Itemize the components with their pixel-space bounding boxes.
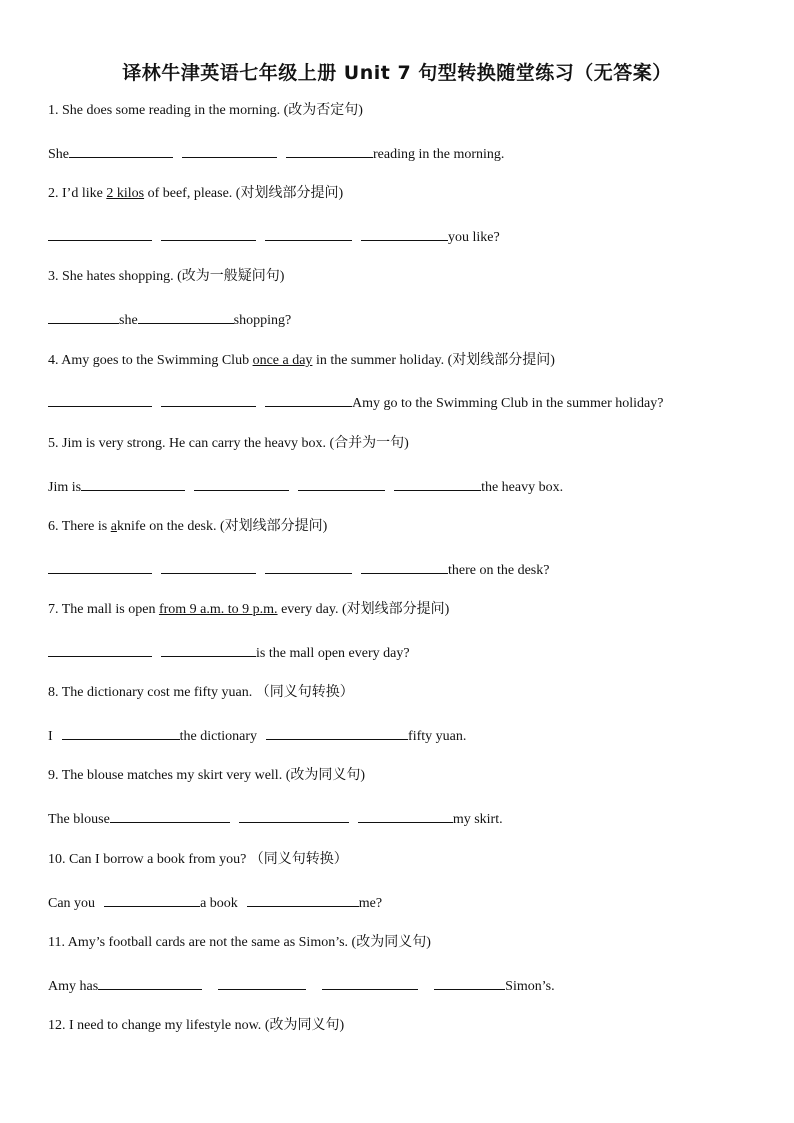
question-text: 3. She hates shopping. [48,269,174,284]
answer-blank[interactable] [62,726,180,740]
answer-suffix: reading in the morning. [373,147,505,162]
question-text: 6. There is [48,519,108,534]
question-text: 10. Can I borrow a book from you? [48,852,247,867]
answer-line-10 [48,893,382,913]
answer-blank[interactable] [322,976,418,990]
answer-prefix: Can you [48,896,96,911]
answer-blank[interactable] [266,726,408,740]
answer-suffix: shopping? [233,313,292,328]
answer-blank[interactable] [265,560,352,574]
answer-blank[interactable] [48,560,152,574]
question-9 [48,767,365,785]
question-instruction: （同义句转换） [255,685,354,700]
answer-prefix: Amy has [48,979,99,994]
question-instruction: (改为否定句) [283,103,363,118]
question-text: 8. The dictionary cost me fifty yuan. [48,685,253,700]
question-text: 1. She does some reading in the morning. [48,103,281,118]
answer-blank[interactable] [394,477,481,491]
question-8 [48,684,354,702]
answer-blank[interactable] [81,477,185,491]
answer-blank[interactable] [161,643,256,657]
question-instruction: (合并为一句) [329,436,409,451]
question-4 [48,352,555,370]
question-3 [48,268,284,286]
question-text: 9. The blouse matches my skirt very well. [48,768,283,783]
page-title: 译林牛津英语七年级上册 Unit 7 句型转换随堂练习（无答案） [122,62,672,84]
answer-blank[interactable] [286,144,373,158]
answer-line-11 [48,976,555,996]
question-text: every day. [281,602,339,617]
answer-suffix: Amy go to the Swimming Club in the summer holiday? [352,396,664,411]
answer-line-7 [48,643,410,663]
answer-blank[interactable] [298,477,385,491]
answer-line-4 [48,393,663,413]
question-instruction: (改为同义句) [264,1018,345,1033]
question-instruction: (改为一般疑问句) [177,269,285,284]
question-text: in the summer holiday. [315,353,445,368]
answer-blank[interactable] [361,227,448,241]
answer-line-6 [48,560,549,580]
answer-line-1 [48,144,504,164]
question-instruction: (改为同义句) [351,935,431,950]
question-text: 2. I’d like [48,186,103,201]
question-text: 11. Amy’s football cards are not the same as Simon’s. [48,935,349,950]
answer-blank[interactable] [218,976,306,990]
question-12 [48,1017,344,1035]
question-1 [48,102,363,120]
answer-prefix: I [48,729,53,744]
question-text: 4. Amy goes to the Swimming Club [48,353,250,368]
question-instruction: (对划线部分提问) [447,353,555,368]
question-10 [48,851,348,869]
question-instruction: (对划线部分提问) [219,519,328,534]
question-instruction: (改为同义句) [285,768,366,783]
answer-prefix: The blouse [48,812,110,827]
answer-suffix: is the mall open every day? [256,646,410,661]
question-5 [48,435,409,453]
answer-middle: she [119,313,138,328]
answer-line-8 [48,726,466,746]
answer-suffix: fifty yuan. [408,729,467,744]
answer-middle: the dictionary [179,729,258,744]
answer-blank[interactable] [239,809,349,823]
question-instruction: (对划线部分提问) [235,186,344,201]
answer-blank[interactable] [48,310,119,324]
question-11 [48,934,431,952]
answer-blank[interactable] [194,477,289,491]
answer-prefix: She [48,147,69,162]
answer-blank[interactable] [104,893,200,907]
answer-blank[interactable] [265,393,352,407]
answer-blank[interactable] [265,227,352,241]
answer-line-9 [48,809,503,829]
question-2 [48,185,343,203]
underlined-phrase: once a day [252,353,313,368]
question-text: of beef, please. [147,186,233,201]
answer-middle: a book [200,896,238,911]
answer-blank[interactable] [161,227,256,241]
answer-blank[interactable] [361,560,448,574]
answer-blank[interactable] [161,560,256,574]
underlined-phrase: a [110,519,117,534]
answer-blank[interactable] [98,976,202,990]
question-text: knife on the desk. [116,519,217,534]
underlined-phrase: 2 kilos [106,186,145,201]
answer-blank[interactable] [69,144,173,158]
question-instruction: （同义句转换） [249,852,348,867]
answer-suffix: my skirt. [452,812,503,827]
answer-blank[interactable] [110,809,230,823]
answer-blank[interactable] [358,809,453,823]
answer-blank[interactable] [434,976,505,990]
question-instruction: (对划线部分提问) [341,602,450,617]
answer-suffix: the heavy box. [481,480,564,495]
answer-blank[interactable] [182,144,277,158]
question-6 [48,518,327,536]
answer-suffix: Simon’s. [505,979,555,994]
answer-blank[interactable] [138,310,234,324]
question-7 [48,601,449,619]
answer-blank[interactable] [48,227,152,241]
answer-prefix: Jim is [48,480,82,495]
answer-blank[interactable] [48,643,152,657]
question-text: 5. Jim is very strong. He can carry the heavy box. [48,436,326,451]
answer-blank[interactable] [48,393,152,407]
question-text: 7. The mall is open [48,602,156,617]
answer-suffix: there on the desk? [448,563,550,578]
answer-line-3 [48,310,291,330]
answer-line-2 [48,227,500,247]
answer-blank[interactable] [247,893,359,907]
answer-line-5 [48,477,563,497]
answer-suffix: me? [358,896,383,911]
underlined-phrase: from 9 a.m. to 9 p.m. [158,602,278,617]
question-text: 12. I need to change my lifestyle now. [48,1018,262,1033]
answer-suffix: you like? [448,230,500,245]
answer-blank[interactable] [161,393,256,407]
